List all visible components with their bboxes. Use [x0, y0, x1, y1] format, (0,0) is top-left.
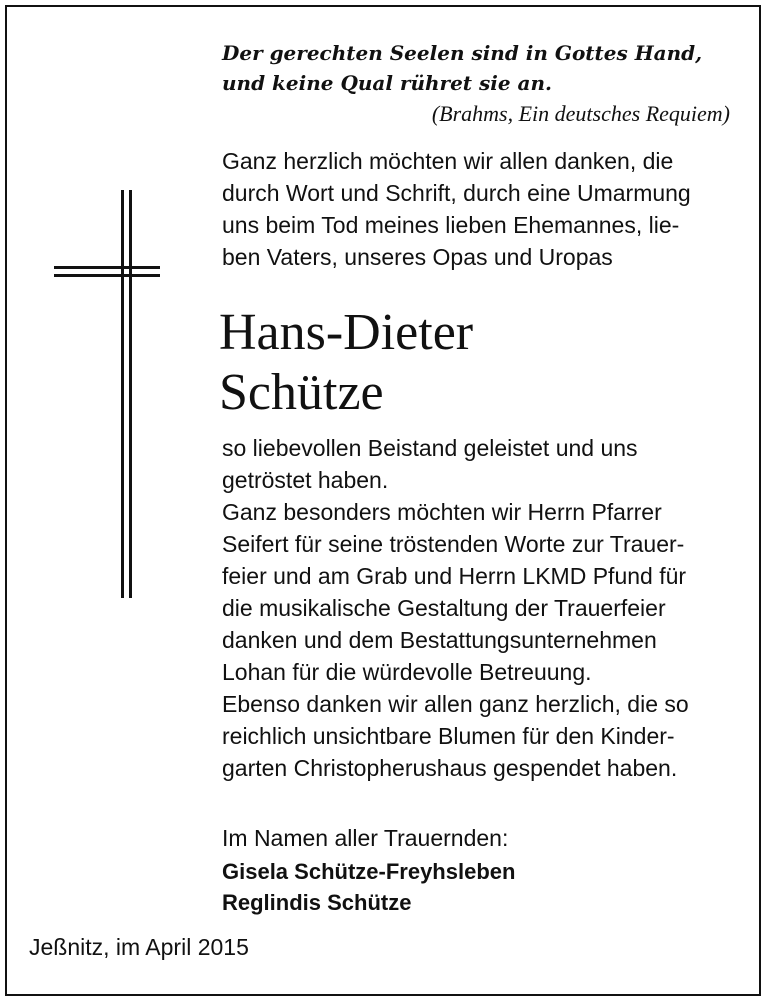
main-text	[222, 432, 742, 784]
main-line: garten Christopherushaus gespendet haben.	[222, 755, 678, 781]
signer-name: Gisela Schütze-Freyhsleben	[222, 859, 516, 884]
quote-line-2: und keine Qual rühret sie an.	[222, 71, 553, 95]
main-line: reichlich unsichtbare Blumen für den Kinder-	[222, 723, 675, 749]
main-line: Ebenso danken wir allen ganz herzlich, die so	[222, 691, 689, 717]
deceased-last-name: Schütze	[219, 364, 384, 421]
main-line: danken und dem Bestattungsunternehmen	[222, 627, 657, 653]
signer-name: Reglindis Schütze	[222, 890, 412, 915]
main-line: feier und am Grab und Herrn LKMD Pfund für	[222, 563, 687, 589]
place-date: Jeßnitz, im April 2015	[29, 934, 249, 960]
intro-line: durch Wort und Schrift, durch eine Umarmung	[222, 180, 691, 206]
deceased-name	[219, 303, 739, 423]
quote-line-1: Der gerechten Seelen sind in Gottes Hand,	[222, 41, 703, 65]
bible-quote	[222, 38, 742, 98]
main-line: Lohan für die würdevolle Betreuung.	[222, 659, 592, 685]
quote-source: (Brahms, Ein deutsches Requiem)	[431, 101, 730, 126]
intro-line: Ganz herzlich möchten wir allen danken, die	[222, 148, 674, 174]
main-line: die musikalische Gestaltung der Trauerfeier	[222, 595, 666, 621]
cross-icon	[40, 190, 160, 610]
deceased-first-name: Hans-Dieter	[219, 304, 474, 361]
main-line: Seifert für seine tröstenden Worte zur Trauer-	[222, 531, 685, 557]
main-line: getröstet haben.	[222, 467, 389, 493]
main-line: Ganz besonders möchten wir Herrn Pfarrer	[222, 499, 662, 525]
intro-line: uns beim Tod meines lieben Ehemannes, lie-	[222, 212, 680, 238]
signers	[222, 856, 742, 918]
signoff-text: Im Namen aller Trauernden:	[222, 825, 509, 851]
main-line: so liebevollen Beistand geleistet und uns	[222, 435, 638, 461]
intro-line: ben Vaters, unseres Opas und Uropas	[222, 244, 613, 270]
intro-text	[222, 145, 742, 273]
